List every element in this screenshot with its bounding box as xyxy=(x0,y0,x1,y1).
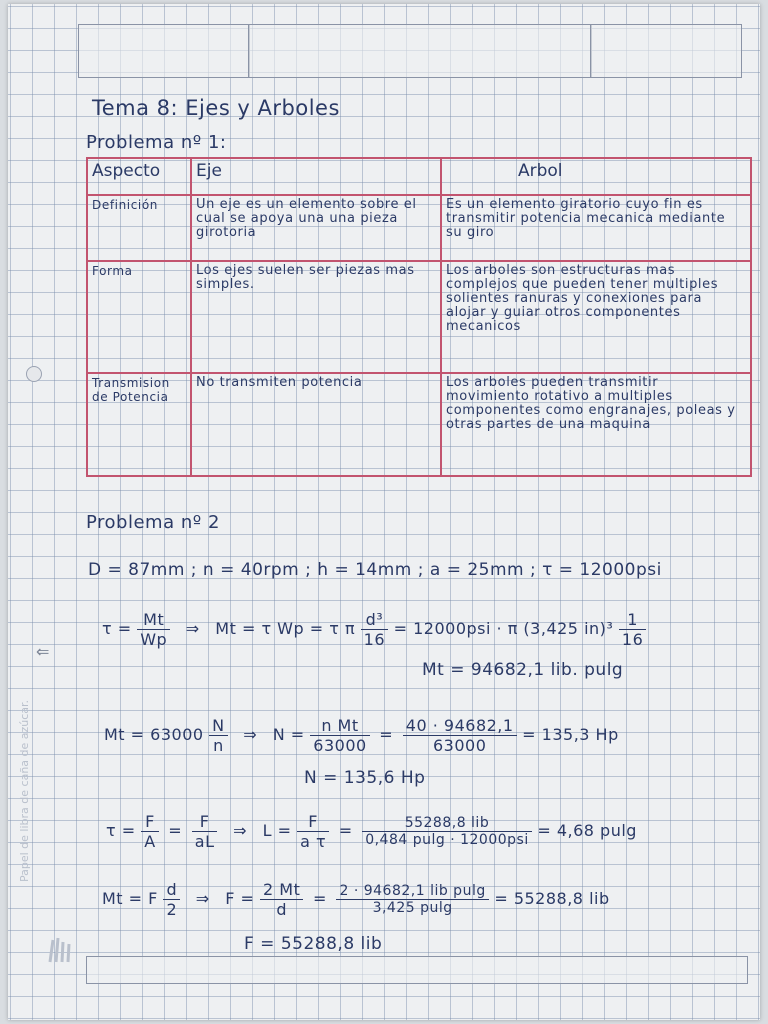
row-eje: Los ejes suelen ser piezas mas simples. xyxy=(191,261,441,374)
eq1-num: Mt xyxy=(137,610,170,630)
binder-hole-top xyxy=(26,366,42,382)
equation-length xyxy=(106,812,637,851)
table-row xyxy=(87,195,751,261)
eq4-num3: 2 · 94682,1 lib pulg xyxy=(336,883,488,900)
header-box-center xyxy=(248,24,592,78)
eq4-fraction3 xyxy=(336,883,488,916)
eq2-den3: 63000 xyxy=(432,736,487,755)
eq3-fraction3 xyxy=(297,812,329,851)
power-result: N = 135,6 Hp xyxy=(304,768,426,788)
eq1-arrow: ⇒ xyxy=(185,619,200,638)
eq4-fraction xyxy=(163,880,180,919)
eq4-arrow: ⇒ xyxy=(195,889,210,908)
eq3-num3: F xyxy=(297,812,329,832)
row-eje: Un eje es un elemento sobre el cual se apoya una una pieza girotoria xyxy=(191,195,441,261)
row-arbol: Los arboles son estructuras mas complejos que pueden tener multiples solientes ranuras y conexiones para alojar y guiar otros componentes mecanicos xyxy=(441,261,751,374)
equation-power xyxy=(104,716,619,755)
eq2-num2: n Mt xyxy=(310,716,369,736)
eq4-lhs: Mt = F xyxy=(102,889,158,908)
eq3-den3: a τ xyxy=(300,832,327,851)
eq2-den2: 63000 xyxy=(313,736,367,755)
eq4-equals: = xyxy=(312,889,327,908)
eq1-den2: 16 xyxy=(363,630,386,649)
footer-box xyxy=(86,956,748,984)
eq3-arrow: ⇒ xyxy=(233,821,247,840)
page-title: Tema 8: Ejes y Arboles xyxy=(92,96,340,120)
equation-torque xyxy=(102,610,646,649)
eq4-den2: d xyxy=(276,900,288,919)
eq1-num2: d³ xyxy=(361,610,388,630)
eq3-fraction2 xyxy=(192,812,218,851)
eq4-mid: F = xyxy=(225,889,255,908)
eq3-fraction4 xyxy=(362,815,532,848)
eq2-lhs: Mt = 63000 xyxy=(104,725,204,744)
eq3-den2: aL xyxy=(194,832,215,851)
eq2-fraction xyxy=(209,716,227,755)
eq4-fraction2 xyxy=(260,880,303,919)
header-aspecto: Aspecto xyxy=(87,158,191,195)
eq3-num2: F xyxy=(192,812,218,832)
eq1-value: = 12000psi · π (3,425 in)³ xyxy=(393,619,614,638)
eq3-mid: L = xyxy=(262,821,292,840)
header-arbol: Arbol xyxy=(441,158,751,195)
row-arbol: Los arboles pueden transmitir movimiento rotativo a multiples componentes como engranajes, poleas y otras partes de una maquina xyxy=(441,373,751,476)
row-arbol: Es un elemento giratorio cuyo fin es transmitir potencia mecanica mediante su giro xyxy=(441,195,751,261)
eq4-num: d xyxy=(163,880,180,900)
row-aspect: Forma xyxy=(87,261,191,374)
pin-icon: ⇐ xyxy=(36,642,50,661)
eq4-result: = 55288,8 lib xyxy=(494,889,610,908)
paper-watermark: Papel de libra de caña de azúcar. xyxy=(18,699,31,882)
eq1-num3: 1 xyxy=(619,610,646,630)
eq2-mid: N = xyxy=(272,725,305,744)
problem1-label: Problema nº 1: xyxy=(86,132,227,153)
eq2-den: n xyxy=(213,736,224,755)
eq3-den: A xyxy=(144,832,156,851)
eq1-den3: 16 xyxy=(621,630,644,649)
eq4-den3: 3,425 pulg xyxy=(372,900,453,916)
table-header-row xyxy=(87,158,751,195)
table-row xyxy=(87,261,751,374)
eq1-fraction2 xyxy=(361,610,388,649)
eq4-den: 2 xyxy=(166,900,178,919)
table-row xyxy=(87,373,751,476)
eq3-lhs: τ = xyxy=(106,821,136,840)
eq3-equals2: = xyxy=(338,821,353,840)
eq3-result: = 4,68 pulg xyxy=(537,821,637,840)
eq2-equals: = xyxy=(379,725,394,744)
eq3-num4: 55288,8 lib xyxy=(362,815,532,832)
eq1-mid: Mt = τ Wp = τ π xyxy=(215,619,356,638)
eq2-arrow: ⇒ xyxy=(243,725,258,744)
eq3-num: F xyxy=(141,812,158,832)
eq1-fraction xyxy=(137,610,170,649)
eq3-den4: 0,484 pulg · 12000psi xyxy=(365,832,529,848)
force-result: F = 55288,8 lib xyxy=(244,934,383,954)
eq1-lhs: τ = xyxy=(102,619,132,638)
eq2-num: N xyxy=(209,716,227,736)
givens-line: D = 87mm ; n = 40rpm ; h = 14mm ; a = 25mm ; τ = 12000psi xyxy=(88,560,662,580)
header-box-right xyxy=(590,24,742,78)
eq4-num2: 2 Mt xyxy=(260,880,303,900)
notebook-page xyxy=(8,4,760,1020)
row-aspect: Definición xyxy=(87,195,191,261)
eq1-fraction3 xyxy=(619,610,646,649)
comparison-table xyxy=(86,157,752,477)
torque-result: Mt = 94682,1 lib. pulg xyxy=(422,660,624,680)
eq2-fraction3 xyxy=(403,716,517,755)
row-eje: No transmiten potencia xyxy=(191,373,441,476)
eq3-equals: = xyxy=(168,821,183,840)
header-box-left xyxy=(78,24,250,78)
header-eje: Eje xyxy=(191,158,441,195)
eq1-den: Wp xyxy=(140,630,168,649)
row-aspect: Transmision de Potencia xyxy=(87,373,191,476)
equation-force xyxy=(102,880,610,919)
eq3-fraction xyxy=(141,812,158,851)
eq2-num3: 40 · 94682,1 xyxy=(403,716,517,736)
problem2-label: Problema nº 2 xyxy=(86,512,220,533)
paper-brand-logo-icon xyxy=(44,934,74,964)
eq2-result: = 135,3 Hp xyxy=(522,725,619,744)
eq2-fraction2 xyxy=(310,716,369,755)
